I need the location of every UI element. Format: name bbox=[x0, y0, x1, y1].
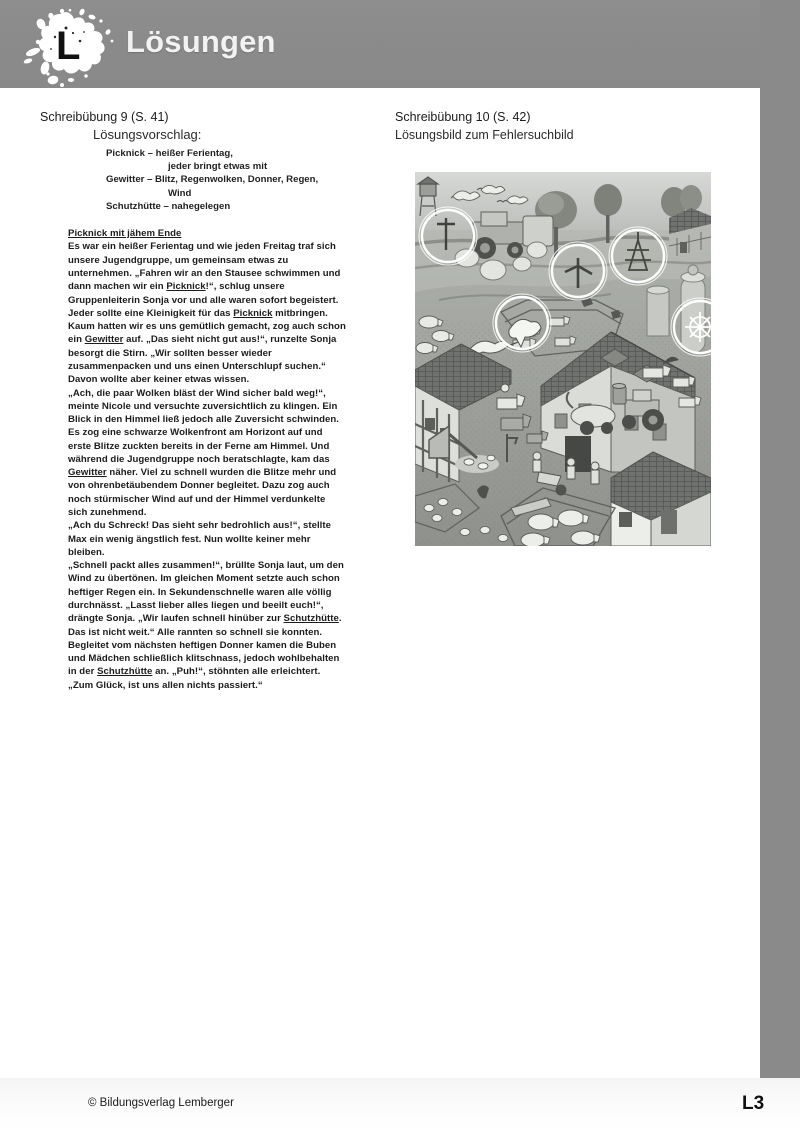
brand-title: Lösungen bbox=[126, 24, 276, 59]
word-list-item: Schutzhütte – nahegelegen bbox=[106, 200, 231, 212]
word-list-item-continuation: Wind bbox=[168, 187, 192, 199]
right-gutter bbox=[760, 0, 800, 1078]
solution-word-list bbox=[40, 147, 370, 213]
exercise-title-right: Schreibübung 10 (S. 42) bbox=[395, 110, 531, 124]
word-list-item-continuation: jeder bringt etwas mit bbox=[168, 161, 268, 173]
story-text bbox=[40, 227, 346, 692]
footer-page-label: L3 bbox=[742, 1093, 765, 1114]
story-paragraph: Kaum hatten wir es uns gemütlich gemacht, zog auch schon ein Gewitter auf. „Das sieht nicht gut aus!“, runzelte Sonja besorgt die Stirn. „Wir sollten besser wieder zusammenpacken und uns einen Unterschlupf suchen.“ bbox=[68, 321, 346, 372]
story-paragraph: „Ach du Schreck! Das sieht sehr bedrohlich aus!“, stellte Max ein wenig ängstlich fest. Nun wollte keiner mehr bleiben. bbox=[68, 520, 331, 558]
story-paragraph: „Ach, die paar Wolken bläst der Wind sicher bald weg!“, meinte Nicole und versuchte zuversichtlich zu klingen. Ein Blick in den Himmel ließ jedoch alle Zuversicht schwinden. Es zog eine schwarze Wolkenfront am Horizont auf und erste Blitze zuckten bereits in der Ferne am Himmel. Und während die Jugendgruppe noch beratschlagte, kam das Gewitter näher. Viel zu schnell wurden die Blitze mehr und von ohrenbetäubendem Donner begleitet. Dazu zog auch noch stürmischer Wind auf und der Himmel verdunkelte sich zunehmend. bbox=[68, 387, 340, 519]
exercise-subtitle-left: Lösungsvorschlag: bbox=[93, 127, 202, 143]
story-heading: Picknick mit jähem Ende bbox=[68, 228, 182, 240]
story-paragraph: Es war ein heißer Ferientag und wie jeden Freitag traf sich unsere Jugendgruppe, um gemeinsam etwas zu unternehmen. „Fahren wir an den Stausee schwimmen und dann machen wir ein Picknick!“, schlug unsere Gruppenleiterin Sonja vor und alle waren sofort begeistert. Jeder sollte eine Kleinigkeit für das Picknick mitbringen. bbox=[68, 241, 341, 319]
story-body bbox=[68, 240, 346, 692]
exercise-subtitle-right: Lösungsbild zum Fehlersuchbild bbox=[395, 128, 574, 143]
story-paragraph: Davon wollte aber keiner etwas wissen. bbox=[68, 374, 250, 386]
logo-letter: L bbox=[56, 24, 81, 68]
solution-picture bbox=[415, 172, 711, 546]
left-column bbox=[40, 108, 370, 692]
right-column bbox=[395, 108, 725, 144]
footer-copyright: © Bildungsverlag Lemberger bbox=[88, 1097, 234, 1109]
story-paragraph: „Schnell packt alles zusammen!“, brüllte Sonja laut, um den Wind zu übertönen. Im gleichen Moment setzte auch schon heftiger Regen ein. In Sekundenschnelle waren alle völlig durchnässt. „Lasst lieber alles liegen und beeilt euch!“, drängte Sonja. „Wir laufen schnell hinüber zur Schutzhütte. Das ist nicht weit.“ Alle rannten so schnell sie konnten. Begleitet vom nächsten heftigen Donner kamen die Buben und Mädchen schließlich klitschnass, jedoch wohlbehalten in der Schutzhütte an. „Puh!“, stöhnten alle erleichtert. „Zum Glück, ist uns allen nichts passiert.“ bbox=[68, 560, 344, 691]
logo-splat-icon bbox=[22, 8, 132, 88]
exercise-title-left: Schreibübung 9 (S. 41) bbox=[40, 110, 169, 124]
word-list-item: Picknick – heißer Ferientag, bbox=[106, 147, 233, 159]
word-list-item: Gewitter – Blitz, Regenwolken, Donner, Regen, bbox=[106, 174, 319, 186]
